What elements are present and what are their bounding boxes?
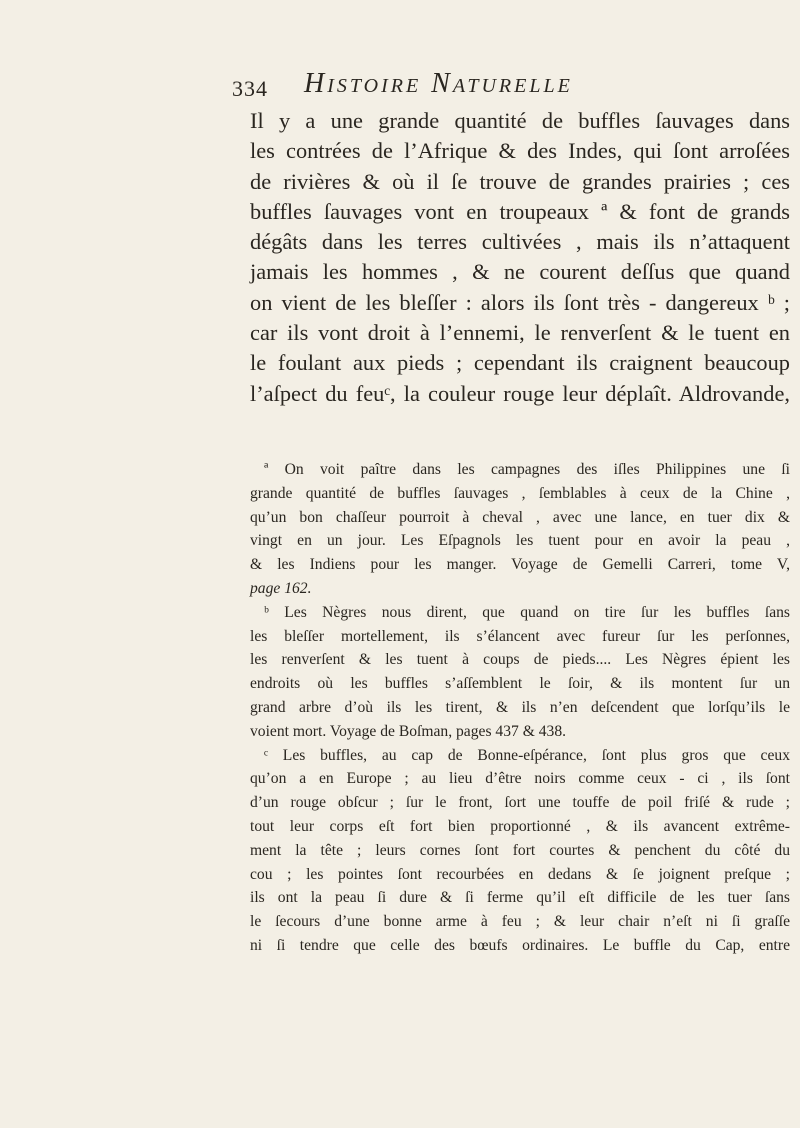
footnote-c-line: ᶜ Les buffles, au cap de Bonne-eſpérance, ſont plus gros que ceux [264, 746, 790, 764]
footnotes [250, 458, 790, 958]
footnote-b-line: grand arbre d’où ils les tirent, & ils n’en deſcendent que lorſqu’ils le [250, 698, 790, 716]
footnote-a-line: vingt en un jour. Les Eſpagnols les tuent pour en avoir la peau , [250, 532, 790, 550]
text-line: l’aſpect du feuᶜ, la couleur rouge leur déplaît. Aldrovande, [250, 380, 790, 406]
page-number: 334 [232, 76, 268, 101]
footnote-a-line: ª On voit paître dans les campagnes des iſles Philippines une ſi [264, 461, 790, 478]
footnote-c-line: ni ſi tendre que celle des bœufs ordinaires. Le buffle du Cap, entre [250, 936, 790, 954]
footnote-b-line: les renverſent & les tuent à coups de pieds.... Les Nègres épient les [250, 651, 790, 669]
main-paragraph [250, 106, 790, 409]
text-line: buffles ſauvages vont en troupeaux ª & font de grands [250, 198, 790, 224]
text-line: les contrées de l’Afrique & des Indes, qui ſont arroſées [250, 138, 790, 164]
footnote-c-line: cou ; les pointes ſont recourbées en dedans & ſe joignent preſque ; [250, 865, 790, 883]
footnote-c-line: ils ont la peau ſi dure & ſi ferme qu’il eſt difficile de les tuer ſans [250, 889, 790, 907]
text-line: on vient de les bleſſer : alors ils ſont très - dangereux ᵇ ; [250, 289, 790, 315]
footnote-c-line: tout leur corps eſt fort bien proportionné , & ils avancent extrême- [250, 817, 790, 835]
footnote-a-line: & les Indiens pour les manger. Voyage de Gemelli Carreri, tome V, [250, 556, 790, 574]
text-line: jamais les hommes , & ne courent deſſus que quand [250, 259, 790, 285]
footnote-b-line: ᵇ Les Nègres nous dirent, que quand on tire ſur les buffles ſans [264, 603, 790, 621]
footnote-c-line: ment la tête ; leurs cornes ſont fort courtes & penchent du côté du [250, 841, 790, 859]
page-header [232, 66, 652, 102]
footnote-a-line: qu’un bon chaſſeur pourroit à cheval , avec une lance, en tuer dix & [250, 508, 790, 526]
text-line: Il y a une grande quantité de buffles ſauvages dans [250, 108, 790, 133]
footnote-a-line: page 162. [250, 579, 312, 597]
text-line: de rivières & où il ſe trouve de grandes prairies ; ces [250, 168, 790, 194]
footnote-c-line: le ſecours d’une bonne arme à feu ; & leur chair n’eſt ni ſi graſſe [250, 913, 790, 931]
text-line: le foulant aux pieds ; cependant ils craignent beaucoup [250, 350, 790, 376]
footnote-b-line: endroits où les buffles s’aſſemblent le ſoir, & ils montent ſur un [250, 675, 790, 693]
text-line: car ils vont droit à l’ennemi, le renverſent & le tuent en [250, 320, 790, 346]
footnote-b-line: les bleſſer mortellement, ils s’élancent avec fureur ſur les perſonnes, [250, 627, 790, 645]
footnote-c-line: d’un rouge obſcur ; ſur le front, ſort une touffe de poil friſé & rude ; [250, 794, 790, 812]
footnote-c-line: qu’on a en Europe ; au lieu d’être noirs comme ceux - ci , ils ſont [250, 770, 790, 788]
text-line: dégâts dans les terres cultivées , mais ils n’attaquent [250, 229, 790, 255]
footnote-a-line: grande quantité de buffles ſauvages , ſemblables à ceux de la Chine , [250, 484, 790, 502]
running-title: Histoire Naturelle [304, 68, 573, 99]
footnote-b-line: voient mort. Voyage de Boſman, pages 437 & 438. [250, 722, 567, 740]
